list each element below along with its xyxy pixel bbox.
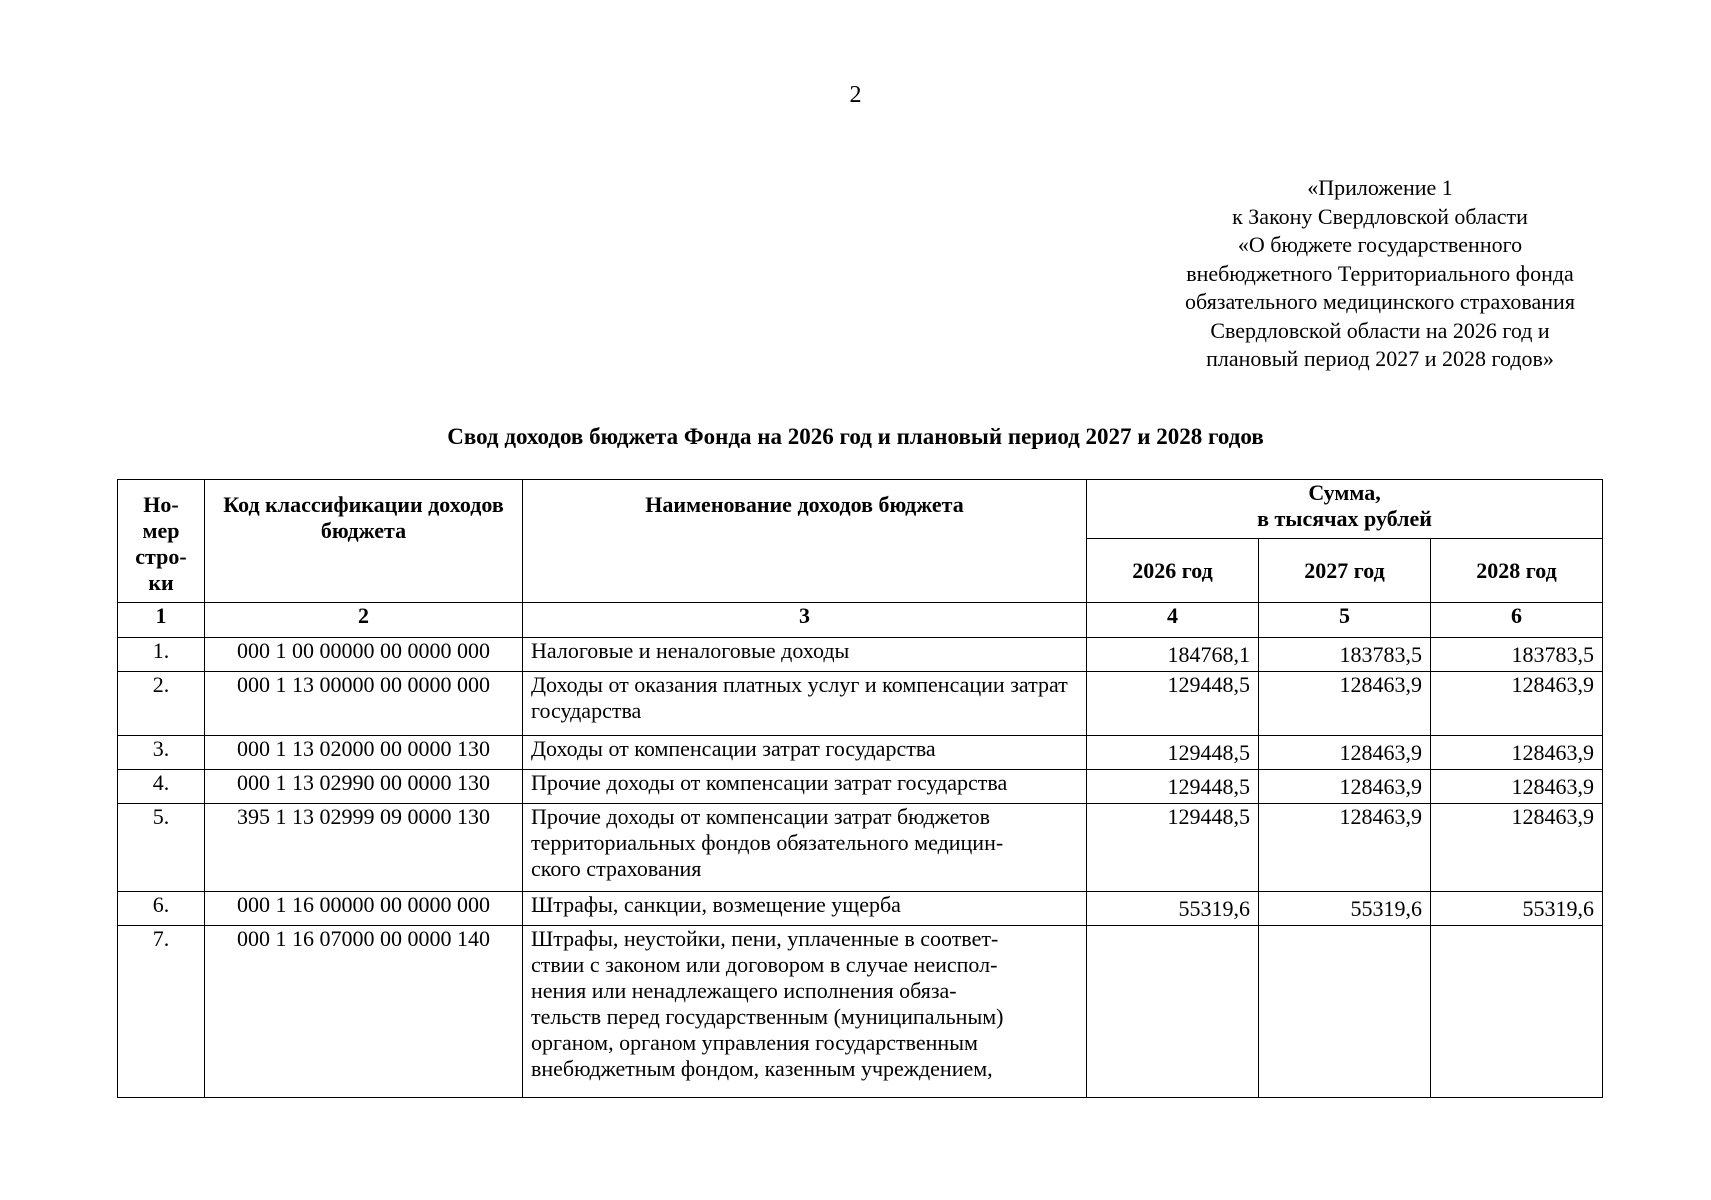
header-year-2028: 2028 год xyxy=(1431,539,1603,603)
income-table xyxy=(117,479,1603,1098)
table-row xyxy=(118,770,1603,804)
amount-2026-cell: 129448,5 xyxy=(1087,672,1259,736)
row-number-cell: 6. xyxy=(118,892,205,926)
income-code-cell: 000 1 16 07000 00 0000 140 xyxy=(205,926,523,1098)
header-sum: Сумма, в тысячах рублей xyxy=(1087,480,1603,539)
amount-2028-cell xyxy=(1431,926,1603,1098)
income-code-cell: 000 1 13 00000 00 0000 000 xyxy=(205,672,523,736)
amount-2028-cell: 55319,6 xyxy=(1431,892,1603,926)
income-code-cell: 000 1 13 02000 00 0000 130 xyxy=(205,736,523,770)
table-row xyxy=(118,672,1603,736)
amount-2027-cell: 128463,9 xyxy=(1259,770,1431,804)
appendix-line: внебюджетного Территориального фонда xyxy=(1186,260,1574,286)
row-number-cell: 2. xyxy=(118,672,205,736)
income-name-cell: Штрафы, неустойки, пени, уплаченные в соответ- ствии с законом или договором в случае неиспол- нения или ненадлежащего исполнения обяза- тельств перед государственным (муниципальным) органом, органом управления государственным внебюджетным фондом, казенным учреждением, xyxy=(523,926,1087,1098)
row-number-cell: 7. xyxy=(118,926,205,1098)
income-code-cell: 000 1 16 00000 00 0000 000 xyxy=(205,892,523,926)
table-row xyxy=(118,892,1603,926)
amount-2026-cell xyxy=(1087,926,1259,1098)
row-number-cell: 1. xyxy=(118,638,205,672)
amount-2026-cell: 129448,5 xyxy=(1087,770,1259,804)
income-code-cell: 000 1 13 02990 00 0000 130 xyxy=(205,770,523,804)
income-name-cell: Прочие доходы от компенсации затрат бюджетов территориальных фондов обязательного медицин- ского страхования xyxy=(523,804,1087,892)
income-name-cell: Прочие доходы от компенсации затрат государства xyxy=(523,770,1087,804)
column-number: 5 xyxy=(1259,603,1431,638)
column-number: 6 xyxy=(1431,603,1603,638)
amount-2027-cell: 128463,9 xyxy=(1259,804,1431,892)
column-number: 2 xyxy=(205,603,523,638)
header-name: Наименование доходов бюджета xyxy=(523,480,1087,603)
table-row xyxy=(118,736,1603,770)
income-code-cell: 000 1 00 00000 00 0000 000 xyxy=(205,638,523,672)
amount-2027-cell: 183783,5 xyxy=(1259,638,1431,672)
income-name-cell: Штрафы, санкции, возмещение ущерба xyxy=(523,892,1087,926)
amount-2026-cell: 129448,5 xyxy=(1087,736,1259,770)
row-number-cell: 5. xyxy=(118,804,205,892)
appendix-header xyxy=(1145,174,1615,374)
header-row-number: Но- мер стро- ки xyxy=(118,480,205,603)
amount-2027-cell: 128463,9 xyxy=(1259,672,1431,736)
amount-2026-cell: 55319,6 xyxy=(1087,892,1259,926)
document-title: Свод доходов бюджета Фонда на 2026 год и плановый период 2027 и 2028 годов xyxy=(447,424,1264,449)
table-row xyxy=(118,638,1603,672)
appendix-line: «О бюджете государственного xyxy=(1237,232,1523,257)
table-row xyxy=(118,926,1603,1098)
amount-2028-cell: 183783,5 xyxy=(1431,638,1603,672)
column-number: 3 xyxy=(523,603,1087,638)
amount-2026-cell: 129448,5 xyxy=(1087,804,1259,892)
amount-2026-cell: 184768,1 xyxy=(1087,638,1259,672)
appendix-line: к Закону Свердловской области xyxy=(1232,203,1528,229)
header-year-2026: 2026 год xyxy=(1087,539,1259,603)
column-number-row xyxy=(118,603,1603,638)
amount-2028-cell: 128463,9 xyxy=(1431,770,1603,804)
appendix-line: обязательного медицинского страхования xyxy=(1185,289,1575,314)
row-number-cell: 4. xyxy=(118,770,205,804)
amount-2027-cell: 128463,9 xyxy=(1259,736,1431,770)
header-row xyxy=(118,480,1603,539)
income-code-cell: 395 1 13 02999 09 0000 130 xyxy=(205,804,523,892)
appendix-line: Свердловской области на 2026 год и xyxy=(1210,317,1550,343)
amount-2028-cell: 128463,9 xyxy=(1431,804,1603,892)
row-number-cell: 3. xyxy=(118,736,205,770)
header-code: Код классификации доходов бюджета xyxy=(205,480,523,603)
column-number: 4 xyxy=(1087,603,1259,638)
column-number: 1 xyxy=(118,603,205,638)
income-name-cell: Доходы от компенсации затрат государства xyxy=(523,736,1087,770)
appendix-line: «Приложение 1 xyxy=(1307,175,1453,200)
amount-2027-cell xyxy=(1259,926,1431,1098)
income-name-cell: Налоговые и неналоговые доходы xyxy=(523,638,1087,672)
income-name-cell: Доходы от оказания платных услуг и компенсации затрат государства xyxy=(523,672,1087,736)
page-number: 2 xyxy=(849,82,862,108)
amount-2028-cell: 128463,9 xyxy=(1431,736,1603,770)
amount-2028-cell: 128463,9 xyxy=(1431,672,1603,736)
appendix-line: плановый период 2027 и 2028 годов» xyxy=(1206,346,1554,371)
table-row xyxy=(118,804,1603,892)
header-year-2027: 2027 год xyxy=(1259,539,1431,603)
amount-2027-cell: 55319,6 xyxy=(1259,892,1431,926)
